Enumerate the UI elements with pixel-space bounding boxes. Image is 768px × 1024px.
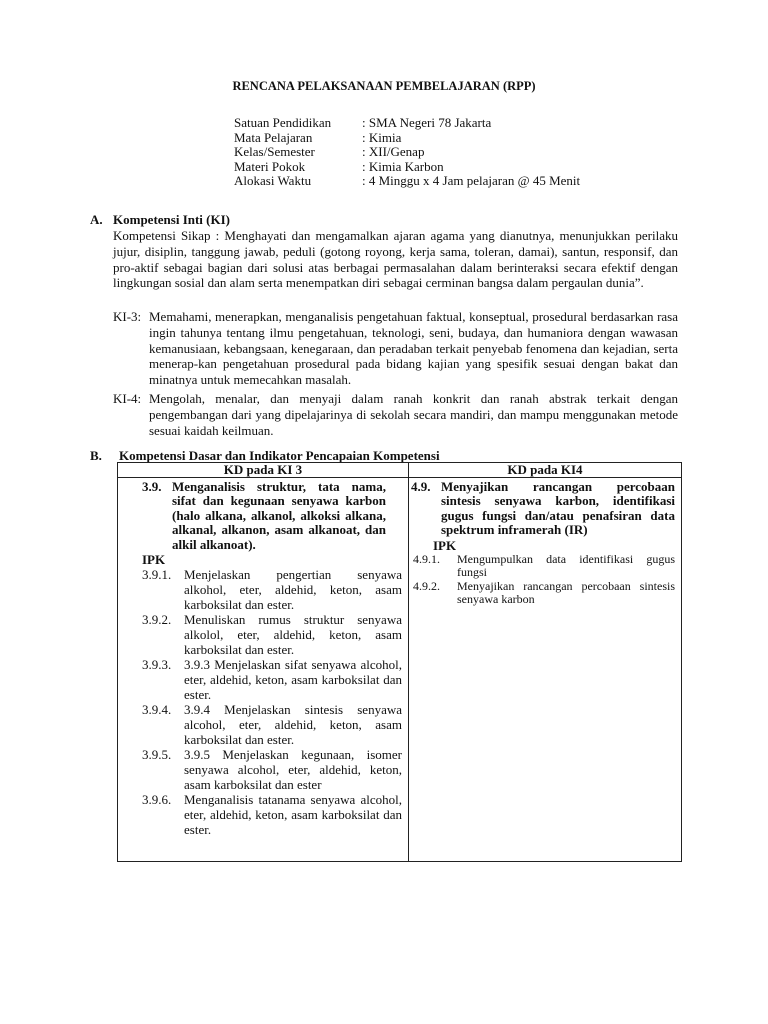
ipk-number: 3.9.2. [142,612,172,628]
ipk-label: IPK [433,537,457,553]
ipk-number: 3.9.3. [142,657,172,673]
ipk-text: 3.9.5 Menjelaskan kegunaan, isomer senyawa alcohol, eter, aldehid, keton, asam karboksilat dan ester [184,747,402,793]
ipk-text: Menyajikan rancangan percobaan sintesis senyawa karbon [457,578,675,607]
identity-value: : 4 Minggu x 4 Jam pelajaran @ 45 Menit [362,173,581,188]
table-row [118,478,682,862]
ipk-number: 3.9.6. [142,792,172,808]
identity-label: Kelas/Semester [234,144,315,159]
identity-row-topic [234,160,580,175]
identity-value: : XII/Genap [362,144,425,159]
ipk-number: 3.9.1. [142,567,172,583]
document-title: RENCANA PELAKSANAAN PEMBELAJARAN (RPP) [232,79,536,93]
ipk-text: 3.9.4 Menjelaskan sintesis senyawa alcohol, eter, aldehid, keton, asam karboksilat dan ester. [184,702,402,748]
identity-block [234,116,580,189]
ki4-label: KI-4: [113,391,142,406]
ipk-text: Menjelaskan pengertian senyawa alkohol, eter, aldehid, keton, asam karboksilat dan ester. [184,567,402,613]
section-a-marker: A. [90,212,103,227]
ki4-paragraph [113,391,678,438]
kompetensi-sikap-paragraph: Kompetensi Sikap : Menghayati dan mengamalkan ajaran agama yang dianutnya, menunjukkan perilaku jujur, disiplin, tanggung jawab, peduli (gotong royong, kerja sama, toleran, damai), santun, responsif, dan pro-aktif sebagai bagian dari solusi atas berbagai permasalahan dalam berinteraksi secara efektif dengan lingkungan sosial dan alam serta menempatkan diri sebagai cerminan bangsa dalam pergaulan dunia”. [113,228,678,291]
col-header-ki3: KD pada KI 3 [118,463,409,478]
identity-row-time [234,174,580,189]
ipk-item [142,567,402,612]
ki4-text: Mengolah, menalar, dan menyaji dalam ranah konkrit dan ranah abstrak terkait dengan pengembangan dari yang dipelajarinya di sekolah secara mandiri, dan mampu menggunakan metode sesuai kaidah keilmuan. [149,391,678,438]
ipk-label: IPK [142,552,166,568]
kd4-number: 4.9. [411,479,431,494]
col-header-ki4: KD pada KI4 [409,463,682,478]
identity-value: : Kimia Karbon [362,158,444,174]
ipk-item [142,702,402,747]
identity-label: Materi Pokok [234,158,306,174]
ki3-text: Memahami, menerapkan, menganalisis pengetahuan faktual, konseptual, prosedural berdasarkan rasa ingin tahunya tentang ilmu pengetahuan, teknologi, seni, budaya, dan humaniora dengan wawasan kemanusiaan, kebangsaan, kenegaraan, dan peradaban terkait penyebab fenomena dan kejadian, serta menerap-kan pengetahuan prosedural pada bidang kajian yang spesifik sesuai dengan bakat dan minatnya untuk memecahkan masalah. [149,309,678,388]
ki3-label: KI-3: [113,309,142,324]
ipk-text: Mengumpulkan data identifikasi gugus fungsi [457,551,675,580]
section-a-heading: Kompetensi Inti (KI) [113,212,230,227]
ki3-paragraph [113,309,678,388]
identity-label: Mata Pelajaran [234,129,313,145]
ipk-item [142,792,402,837]
table-header-row [118,463,682,478]
identity-label: Alokasi Waktu [234,173,312,188]
section-b-marker: B. [90,448,102,463]
ipk-item [142,747,402,792]
kd3-text: Menganalisis struktur, tata nama, sifat dan kegunaan senyawa karbon (halo alkana, alkanol, alkoksi alkana, alkanal, alkanon, asam alkanoat, dan alkil alkanoat). [172,479,386,552]
kd3-statement [142,480,402,552]
ipk-text: Menuliskan rumus struktur senyawa alkolol, eter, aldehid, keton, asam karboksilat dan ester. [184,612,402,658]
identity-value: : Kimia [362,129,402,145]
identity-row-subject [234,131,580,146]
ipk-number: 4.9.2. [413,578,440,593]
ipk-item [142,657,402,702]
ipk-item [411,580,675,607]
ipk-text: 3.9.3 Menjelaskan sifat senyawa alcohol, eter, aldehid, keton, asam karboksilat dan ester. [184,657,402,703]
ipk-item [411,553,675,580]
ipk-number: 3.9.5. [142,747,172,763]
ipk-text: Menganalisis tatanama senyawa alcohol, eter, aldehid, keton, asam karboksilat dan ester. [184,792,402,838]
kd3-number: 3.9. [142,479,162,494]
ipk-number: 4.9.1. [413,551,440,566]
section-b-heading: Kompetensi Dasar dan Indikator Pencapaian Kompetensi [119,448,440,463]
ki3-cell [118,478,409,862]
kd-table [117,462,682,862]
identity-row-school [234,116,580,131]
identity-label: Satuan Pendidikan [234,115,332,130]
identity-value: : SMA Negeri 78 Jakarta [362,115,492,130]
ki4-cell [409,478,682,862]
ipk-item [142,612,402,657]
kd4-text: Menyajikan rancangan percobaan sintesis senyawa karbon, identifikasi gugus fungsi dan/atau penafsiran data spektrum inframerah (IR) [441,479,675,538]
kd4-statement [411,480,675,538]
identity-row-class [234,145,580,160]
ipk-number: 3.9.4. [142,702,172,718]
